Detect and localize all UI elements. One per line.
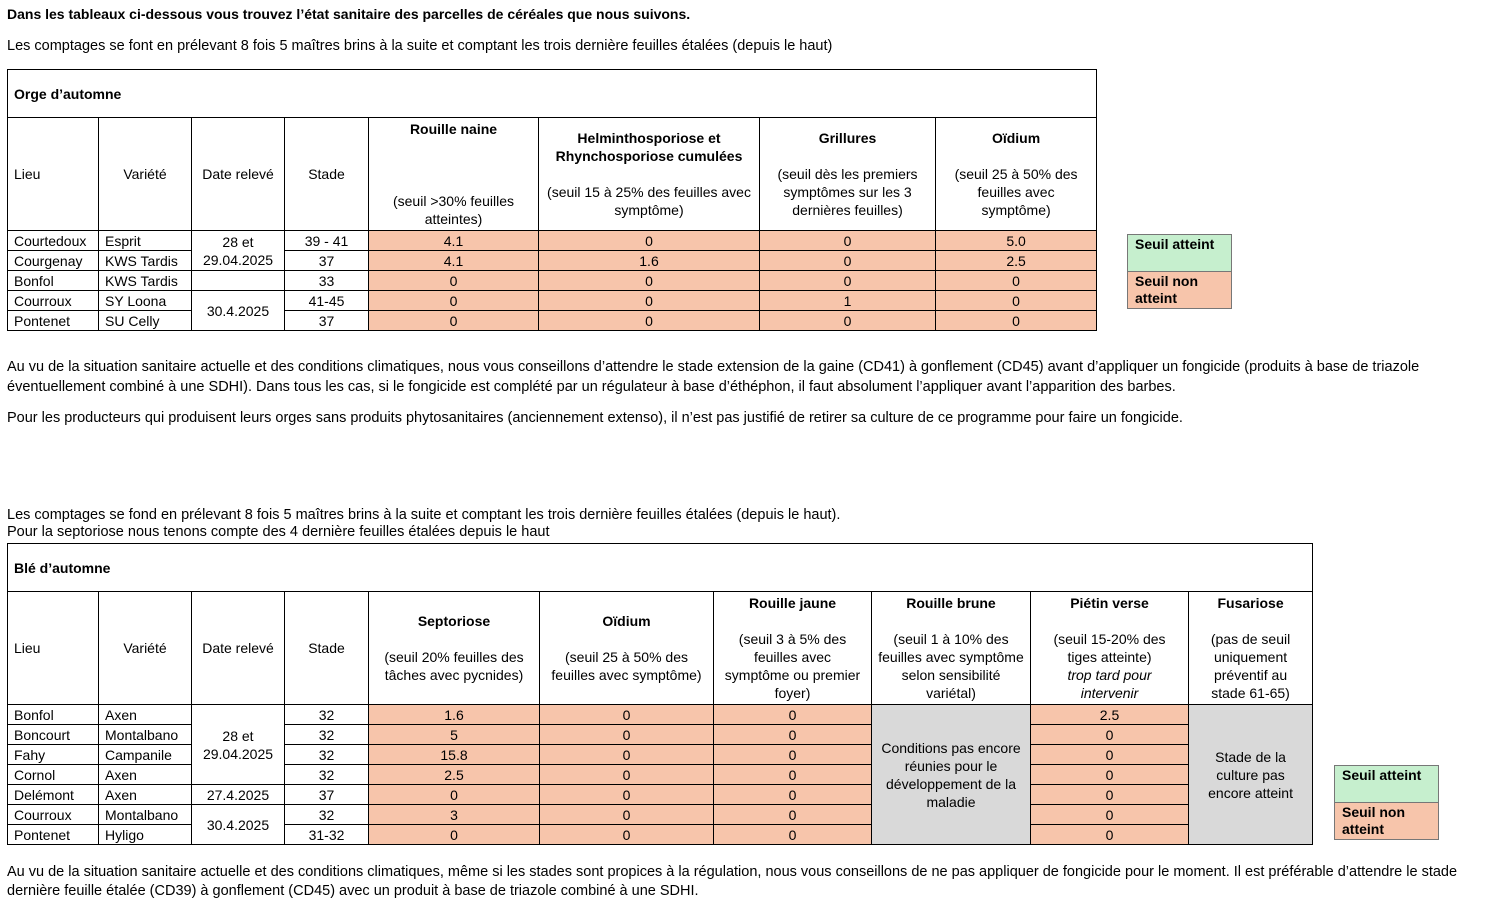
col-header-fusariose: Fusariose (pas de seuil uniquement préventif au stade 61-65) [1189,592,1313,705]
col-header-rouille-brune: Rouille brune (seuil 1 à 10% des feuilles avec symptôme selon sensibilité variétal) [872,592,1031,705]
cell-value: 0 [936,311,1097,331]
col-header-oidium: Oïdium (seuil 25 à 50% des feuilles avec symptôme) [540,592,714,705]
legend-orge [1127,234,1232,309]
cell-stade: 41-45 [285,291,369,311]
cell-value: 0 [539,271,760,291]
cell-lieu: Boncourt [8,725,99,745]
cell-lieu: Courroux [8,805,99,825]
cell-value: 0 [369,785,540,805]
orge-table [7,69,1097,331]
orge-advice-p1: Au vu de la situation sanitaire actuelle et des conditions climatiques, nous vous conseillons d’attendre le stade extension de la gaine (CD41) à gonflement (CD45) avant d’appliquer un fongicide (produits à base de triazole éventuellement combiné à une SDHI). Dans tous les cas, si le fongicide est complété par un régulateur à base d’éthéphon, il faut absolument l’appliquer avant l’apparition des barbes. [7,359,1420,395]
table-row [8,785,1313,805]
col-header-lieu: Lieu [8,118,99,231]
cell-variete: Axen [99,785,192,805]
col-header-septoriose: Septoriose (seuil 20% feuilles des tâches avec pycnides) [369,592,540,705]
cell-value: 0 [936,291,1097,311]
intro-heading: Dans les tableaux ci-dessous vous trouvez l’état sanitaire des parcelles de céréales que nous suivons. [7,6,691,22]
cell-value: 0 [540,805,714,825]
cell-lieu: Delémont [8,785,99,805]
legend-seuil-non-atteint: Seuil non atteint [1128,272,1232,309]
col-header-date: Date relevé [192,592,285,705]
cell-value: 0 [1031,725,1189,745]
table-row [8,805,1313,825]
cell-lieu: Bonfol [8,705,99,725]
cell-value: 0 [760,311,936,331]
col-header-stade: Stade [285,118,369,231]
cell-value: 0 [760,271,936,291]
ble-intro-line1: Les comptages se fond en prélevant 8 fois 5 maîtres brins à la suite et comptant les trois dernière feuilles étalées (depuis le haut). [7,507,841,523]
cell-variete: Montalbano [99,725,192,745]
cell-date: 27.4.2025 [192,785,285,805]
cell-value: 0 [369,825,540,845]
table-row [8,705,1313,725]
cell-lieu: Courgenay [8,251,99,271]
cell-stade: 32 [285,725,369,745]
cell-value: 0 [714,825,872,845]
cell-stade: 37 [285,311,369,331]
col-header-lieu: Lieu [8,592,99,705]
cell-value: 0 [369,311,539,331]
cell-variete: SY Loona [99,291,192,311]
cell-lieu: Pontenet [8,311,99,331]
cell-date [192,271,285,291]
cell-value: 5.0 [936,231,1097,251]
cell-variete: Campanile [99,745,192,765]
cell-value: 0 [1031,805,1189,825]
cell-value: 0 [760,251,936,271]
cell-variete: Axen [99,705,192,725]
cell-stade: 32 [285,745,369,765]
cell-value: 15.8 [369,745,540,765]
intro-method: Les comptages se font en prélevant 8 fois 5 maîtres brins à la suite et comptant les trois dernière feuilles étalées (depuis le haut) [7,38,833,54]
cell-date: 30.4.2025 [192,805,285,845]
cell-variete: Montalbano [99,805,192,825]
fusariose-note: Stade de la culture pas encore atteint [1189,705,1313,845]
orge-advice-p2: Pour les producteurs qui produisent leurs orges sans produits phytosanitaires (anciennement extenso), il n’est pas justifié de retirer sa culture de ce programme pour faire un fongicide. [7,410,1183,426]
cell-lieu: Courtedoux [8,231,99,251]
cell-value: 2.5 [936,251,1097,271]
cell-variete: Esprit [99,231,192,251]
cell-lieu: Pontenet [8,825,99,845]
col-header-variete: Variété [99,118,192,231]
cell-lieu: Fahy [8,745,99,765]
cell-stade: 33 [285,271,369,291]
cell-date: 28 et 29.04.2025 [192,231,285,271]
cell-value: 0 [539,311,760,331]
cell-stade: 32 [285,705,369,725]
cell-value: 4.1 [369,231,539,251]
cell-value: 2.5 [1031,705,1189,725]
cell-value: 0 [540,825,714,845]
cell-value: 0 [714,785,872,805]
cell-stade: 39 - 41 [285,231,369,251]
col-header-date: Date relevé [192,118,285,231]
ble-title: Blé d’automne [8,544,1313,592]
ble-advice-p1: Au vu de la situation sanitaire actuelle et des conditions climatiques, même si les stades sont propices à la régulation, nous vous conseillons de ne pas appliquer de fongicide pour le moment. Il est préférable d’attendre le stade dernière feuille étalée (CD39) à gonflement (CD45) avec un produit à base de triazole combiné à une SDHI. [7,864,1458,899]
cell-value: 2.5 [369,765,540,785]
cell-value: 0 [539,291,760,311]
cell-value: 0 [539,231,760,251]
cell-value: 0 [714,745,872,765]
col-header-rouille-jaune: Rouille jaune (seuil 3 à 5% des feuilles avec symptôme ou premier foyer) [714,592,872,705]
cell-date: 30.4.2025 [192,291,285,331]
table-row [8,271,1097,291]
cell-value: 0 [540,745,714,765]
cell-value: 1.6 [539,251,760,271]
col-header-helminthosporiose: Helminthosporiose et Rhynchosporiose cumulées (seuil 15 à 25% des feuilles avec symptôme) [539,118,760,231]
col-header-oidium: Oïdium (seuil 25 à 50% des feuilles avec symptôme) [936,118,1097,231]
cell-stade: 37 [285,251,369,271]
col-header-variete: Variété [99,592,192,705]
cell-value: 0 [1031,765,1189,785]
col-header-grillures: Grillures (seuil dès les premiers symptômes sur les 3 dernières feuilles) [760,118,936,231]
cell-value: 4.1 [369,251,539,271]
ble-table [7,543,1313,845]
cell-stade: 37 [285,785,369,805]
legend-seuil-non-atteint: Seuil non atteint [1335,803,1439,840]
cell-value: 0 [540,765,714,785]
cell-value: 0 [1031,785,1189,805]
cell-value: 5 [369,725,540,745]
cell-variete: KWS Tardis [99,271,192,291]
cell-lieu: Cornol [8,765,99,785]
cell-value: 1 [760,291,936,311]
table-row [8,291,1097,311]
legend-seuil-atteint: Seuil atteint [1335,766,1439,803]
cell-variete: Hyligo [99,825,192,845]
cell-value: 1.6 [369,705,540,725]
cell-value: 0 [1031,745,1189,765]
cell-variete: Axen [99,765,192,785]
cell-date: 28 et 29.04.2025 [192,705,285,785]
ble-intro-line2: Pour la septoriose nous tenons compte des 4 dernière feuilles étalées depuis le haut [7,524,550,540]
col-header-rouille-naine: Rouille naine (seuil >30% feuilles atteintes) [369,118,539,231]
cell-value: 3 [369,805,540,825]
cell-value: 0 [760,231,936,251]
legend-ble [1334,765,1439,840]
table-row [8,311,1097,331]
col-header-stade: Stade [285,592,369,705]
cell-value: 0 [1031,825,1189,845]
cell-value: 0 [369,291,539,311]
cell-value: 0 [936,271,1097,291]
cell-variete: KWS Tardis [99,251,192,271]
cell-value: 0 [540,725,714,745]
cell-value: 0 [540,705,714,725]
cell-value: 0 [714,805,872,825]
cell-value: 0 [714,705,872,725]
cell-lieu: Bonfol [8,271,99,291]
cell-stade: 31-32 [285,825,369,845]
rouille-brune-note: Conditions pas encore réunies pour le développement de la maladie [872,705,1031,845]
cell-value: 0 [714,725,872,745]
orge-title: Orge d’automne [8,70,1097,118]
cell-variete: SU Celly [99,311,192,331]
cell-stade: 32 [285,805,369,825]
table-row [8,231,1097,251]
col-header-pietin-verse: Piétin verse (seuil 15-20% des tiges atteinte) trop tard pour intervenir [1031,592,1189,705]
table-row [8,251,1097,271]
cell-value: 0 [540,785,714,805]
legend-seuil-atteint: Seuil atteint [1128,235,1232,272]
cell-lieu: Courroux [8,291,99,311]
cell-stade: 32 [285,765,369,785]
cell-value: 0 [369,271,539,291]
cell-value: 0 [714,765,872,785]
